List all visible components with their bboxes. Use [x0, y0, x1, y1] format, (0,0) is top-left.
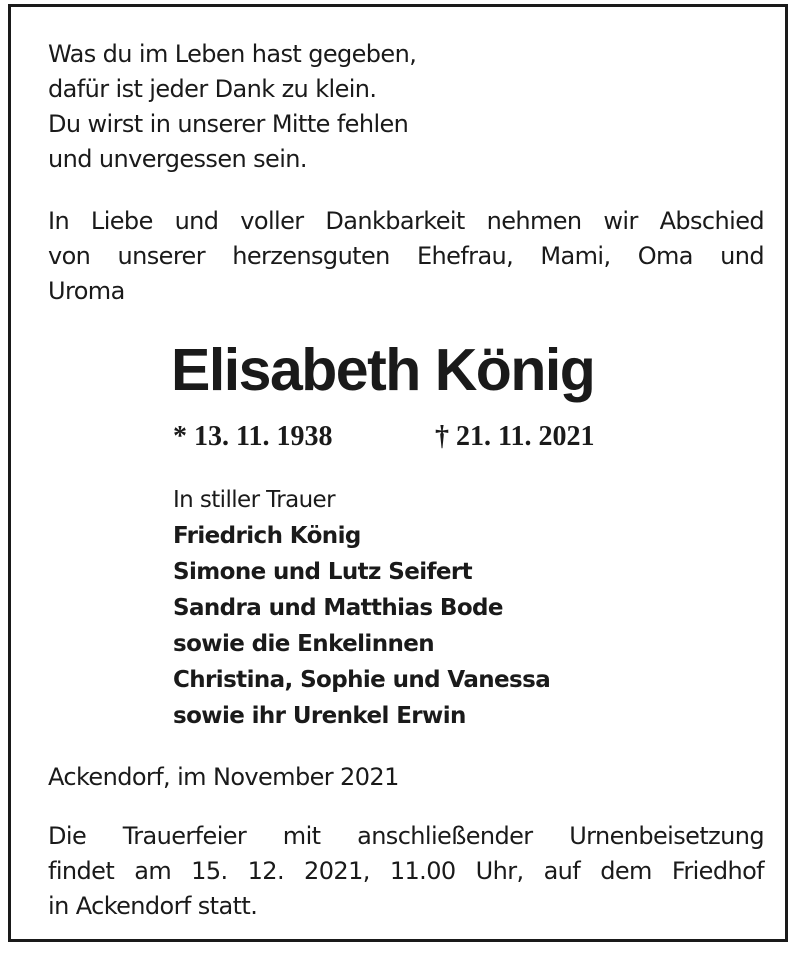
intro-line: von unserer herzensguten Ehefrau, Mami, Oma und [48, 242, 764, 270]
funeral-details-line: in Ackendorf statt. [48, 892, 258, 920]
obituary-notice [8, 4, 788, 942]
mourner-entry: Christina, Sophie und Vanessa [173, 667, 551, 693]
intro-line: In Liebe und voller Dankbarkeit nehmen wir Abschied [48, 207, 764, 235]
poem-line: Du wirst in unserer Mitte fehlen [48, 110, 409, 138]
farewell-intro [48, 204, 764, 309]
poem-line: dafür ist jeder Dank zu klein. [48, 75, 377, 103]
funeral-details-line: findet am 15. 12. 2021, 11.00 Uhr, auf dem Friedhof [48, 857, 764, 885]
death-date: † 21. 11. 2021 [435, 421, 595, 452]
mourner-entry: sowie die Enkelinnen [173, 631, 435, 657]
place-date: Ackendorf, im November 2021 [48, 763, 399, 791]
deceased-name: Elisabeth König [171, 337, 595, 403]
mourners-heading: In stiller Trauer [173, 487, 335, 513]
mourner-entry: Friedrich König [173, 523, 361, 549]
poem-line: Was du im Leben hast gegeben, [48, 40, 417, 68]
poem-line: und unvergessen sein. [48, 145, 307, 173]
memorial-poem [48, 37, 764, 177]
intro-line: Uroma [48, 277, 125, 305]
funeral-details [48, 819, 764, 924]
mourner-entry: Simone und Lutz Seifert [173, 559, 473, 585]
funeral-details-line: Die Trauerfeier mit anschließender Urnenbeisetzung [48, 822, 764, 850]
mourners-list [173, 482, 550, 734]
birth-date: * 13. 11. 1938 [173, 421, 333, 452]
mourner-entry: Sandra und Matthias Bode [173, 595, 503, 621]
mourner-entry: sowie ihr Urenkel Erwin [173, 703, 466, 729]
